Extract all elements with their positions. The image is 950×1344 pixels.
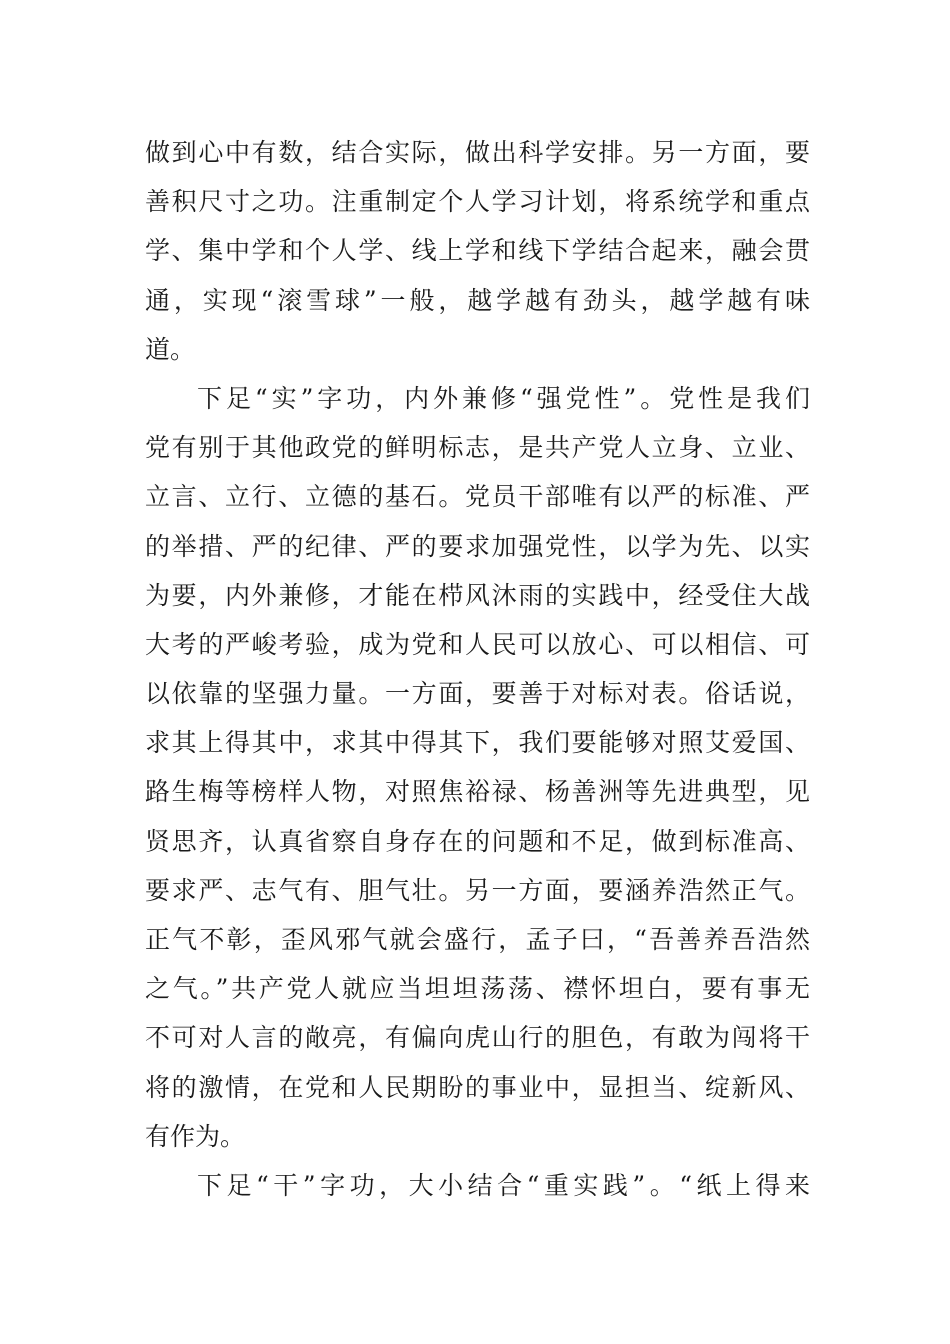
text-line: 做到心中有数，结合实际，做出科学安排。另一方面，要 — [145, 138, 810, 167]
text-line: 之气。”共产党人就应当坦坦荡荡、襟怀坦白，要有事无 — [145, 974, 810, 1004]
text-line: 路生梅等榜样人物，对照焦裕禄、杨善洲等先进典型，见 — [145, 777, 810, 807]
text-line: 善积尺寸之功。注重制定个人学习计划，将系统学和重点 — [145, 187, 810, 217]
text-line: 道。 — [145, 334, 196, 364]
text-line: 党有别于其他政党的鲜明标志，是共产党人立身、立业、 — [145, 433, 810, 463]
paragraph-3 — [145, 1161, 810, 1210]
text-line: 通，实现“滚雪球”一般，越学越有劲头，越学越有味 — [145, 285, 810, 315]
text-line: 下足“干”字功，大小结合“重实践”。“纸上得来 — [197, 1170, 810, 1200]
text-line: 立言、立行、立德的基石。党员干部唯有以严的标准、严 — [145, 482, 810, 512]
text-line: 将的激情，在党和人民期盼的事业中，显担当、绽新风、 — [145, 1072, 810, 1102]
text-line: 的举措、严的纪律、严的要求加强党性，以学为先、以实 — [145, 531, 810, 561]
paragraph-2 — [145, 374, 810, 1161]
body-text — [145, 128, 810, 1210]
text-line: 大考的严峻考验，成为党和人民可以放心、可以相信、可 — [145, 629, 810, 659]
text-line: 贤思齐，认真省察自身存在的问题和不足，做到标准高、 — [145, 826, 810, 856]
text-line: 有作为。 — [145, 1121, 246, 1151]
text-line: 求其上得其中，求其中得其下，我们要能够对照艾爱国、 — [145, 728, 810, 758]
text-line: 正气不彰，歪风邪气就会盛行，孟子曰，“吾善养吾浩然 — [145, 925, 810, 954]
text-line: 以依靠的坚强力量。一方面，要善于对标对表。俗话说， — [145, 679, 810, 709]
text-line: 下足“实”字功，内外兼修“强党性”。党性是我们 — [197, 383, 810, 413]
text-line: 为要，内外兼修，才能在栉风沐雨的实践中，经受住大战 — [145, 580, 810, 610]
text-line: 要求严、志气有、胆气壮。另一方面，要涵养浩然正气。 — [145, 875, 810, 905]
text-line: 不可对人言的敞亮，有偏向虎山行的胆色，有敢为闯将干 — [145, 1023, 810, 1053]
text-line: 学、集中学和个人学、线上学和线下学结合起来，融会贯 — [145, 236, 810, 266]
paragraph-1 — [145, 128, 810, 374]
